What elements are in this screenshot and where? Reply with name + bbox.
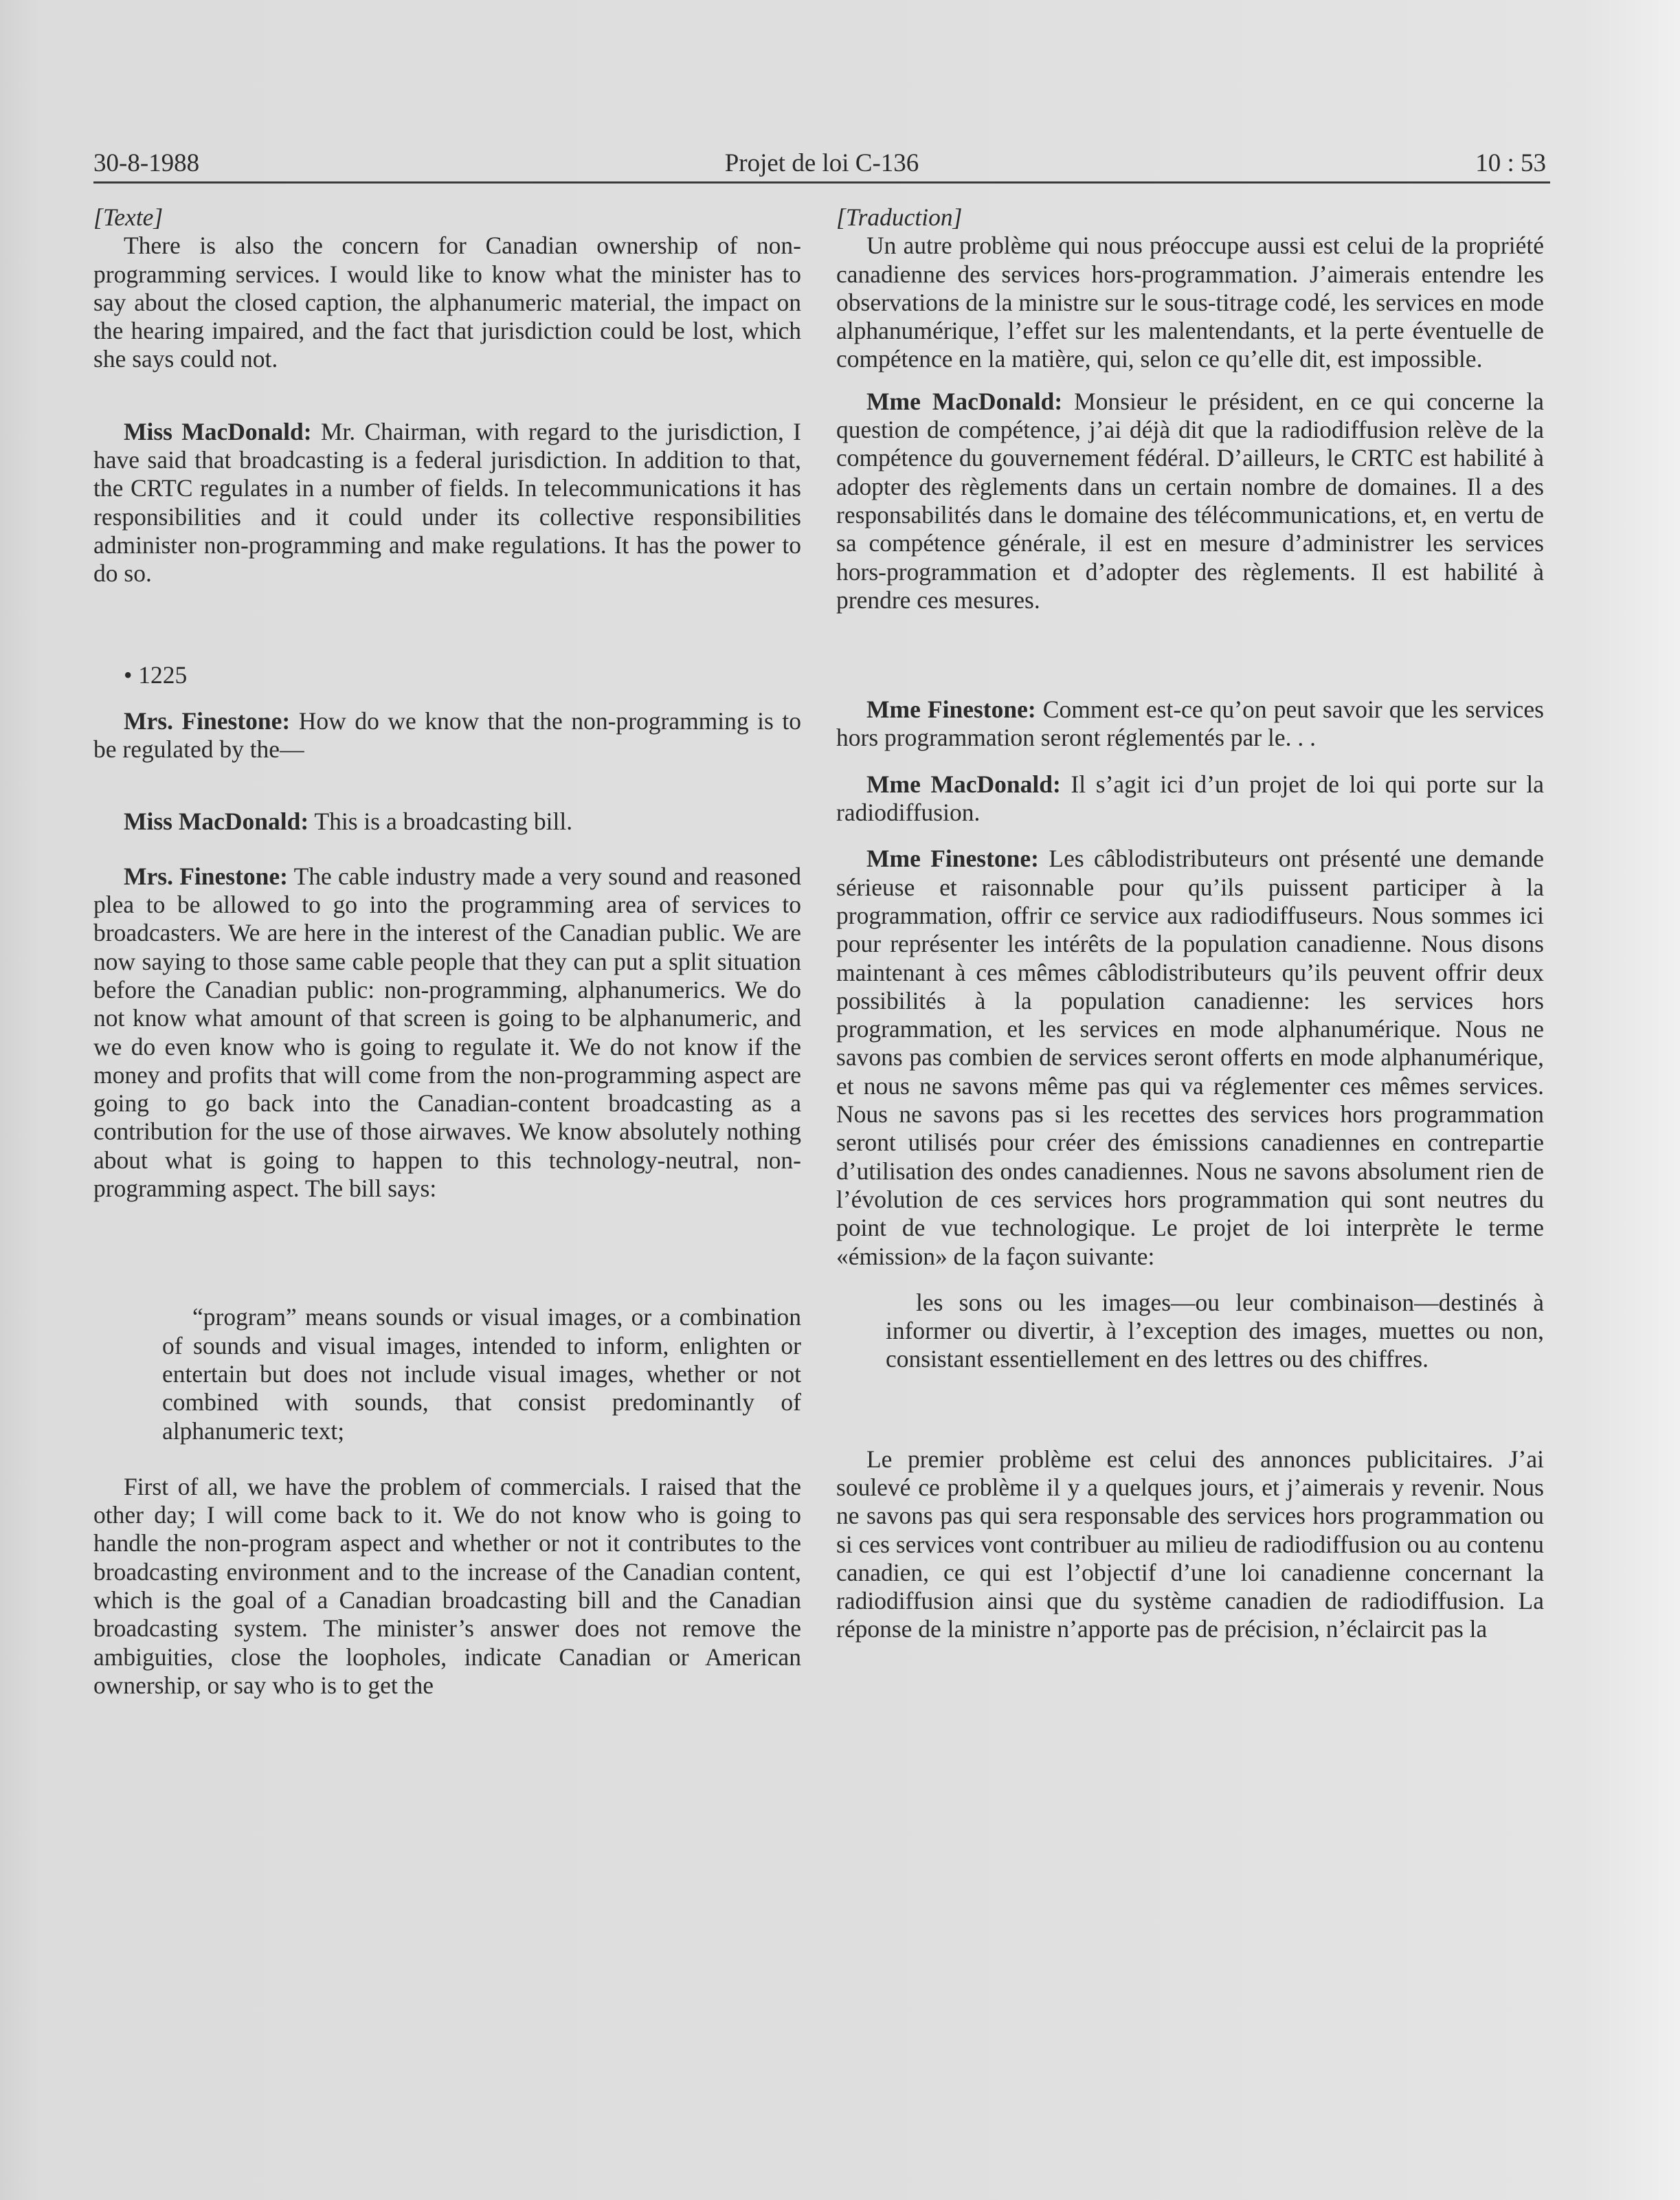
speech-text: Mr. Chairman, with regard to the jurisdiction, I have said that broadcasting is a federal jurisdiction. In addition to that, the CRTC regulates in a number of fields. In telecommunications it has responsibilities and it could under its collective responsibilities administer non-programming and make regulations. It has the power to do so.	[93, 417, 802, 588]
paragraph-finestone-cable-fr	[836, 845, 1544, 1270]
paragraph-commercials-fr: Le premier problème est celui des annonces publicitaires. J’ai soulevé ce problème il y a quelques jours, et j’aimerais y revenir. Nous ne savons pas qui sera responsable des services hors programmation ou si ces services vont contribuer au milieu de radiodiffusion ou au contenu canadien, ce qui est l’objectif d’une loi canadienne concernant la radiodiffusion ainsi que du système canadien de radiodiffusion. La réponse de la ministre n’apporte pas de précision, n’éclaircit pas la	[836, 1445, 1544, 1643]
speech-text: Il s’agit ici d’un projet de loi qui porte sur la radiodiffusion.	[836, 770, 1544, 827]
speech-text: Comment est-ce qu’on peut savoir que les services hors programmation seront réglementés par le. . .	[836, 696, 1544, 752]
speaker-name: Miss MacDonald:	[124, 808, 309, 836]
speech-text: The cable industry made a very sound and reasoned plea to be allowed to go into the programming area of services to broadcasters. We are here in the interest of the Canadian public. We are now saying to those same cable people that they can put a split situation before the Canadian public: non-programming, alphanumerics. We do not know what amount of that screen is going to be alphanumeric, and we do even know who is going to regulate it. We do not know if the money and profits that will come from the non-programming aspect are going to go back into the Canadian-content broadcasting as a contribution for the use of those airwaves. We know absolutely nothing about what is going to happen to this technology-neutral, non-programming aspect. The bill says:	[93, 862, 801, 1203]
paragraph-macdonald-jurisdiction-fr	[836, 388, 1544, 614]
header-title: Projet de loi C-136	[724, 149, 919, 177]
speaker-name: Mrs. Finestone:	[124, 707, 291, 735]
paragraph-commercials: First of all, we have the problem of commercials. I raised that the other day; I will come back to it. We do not know who is going to handle the non-program aspect and whether or not it contributes to the broadcasting environment and to the increase of the Canadian content, which is the goal of a Canadian broadcasting bill and the Canadian broadcasting system. The minister’s answer does not remove the ambiguities, close the loopholes, indicate Canadian or American ownership, or say who is to get the	[93, 1472, 801, 1699]
speaker-name: Mme MacDonald:	[866, 387, 1063, 415]
page-header	[93, 143, 1550, 184]
paragraph-macdonald-bill-fr	[836, 770, 1544, 827]
speech-text: Monsieur le président, en ce qui concerne la question de compétence, j’ai déjà dit que la radiodiffusion relève de la compétence du gouvernement fédéral. D’ailleurs, le CRTC est habilité à adopter des règlements dans un certain nombre de domaines. Il a des responsabilités dans le domaine des télécommunications, et, en vertu de sa compétence générale, il est en mesure d’administrer les services hors-programmation et d’adopter des règlements. Il est habilité à prendre ces mesures.	[836, 387, 1544, 614]
paragraph-concern: There is also the concern for Canadian ownership of non-programming services. I would like to know what the minister has to say about the closed caption, the alphanumeric material, the impact on the hearing impaired, and the fact that jurisdiction could be lost, which she says could not.	[93, 232, 801, 373]
speaker-name: Mme Finestone:	[866, 696, 1036, 724]
translation-label: [Traduction]	[836, 203, 963, 231]
speech-text: Les câblodistributeurs ont présenté une demande sérieuse et raisonnable pour qu’ils puissent participer à la programmation, offrir ce service aux radiodiffuseurs. Nous sommes ici pour représenter les intérêts de la population canadienne. Nous disons maintenant à ces mêmes câblodistributeurs qu’ils peuvent offrir deux possibilités à la population canadienne: les services hors programmation, et les services en mode alphanumérique. Nous ne savons pas combien de services seront offerts en mode alphanumérique, et nous ne savons même pas qui va réglementer ces mêmes services. Nous ne savons pas si les recettes des services hors programmation seront utilisés pour créer des émissions canadiennes en contrepartie d’utilisation des ondes canadiennes. Nous ne savons absolument rien de l’évolution de ces services hors programmation qui sont neutres du point de vue technologique. Le projet de loi interprète le terme «émission» de la façon suivante:	[836, 845, 1545, 1270]
speech-text: This is a broadcasting bill.	[309, 808, 573, 836]
paragraph-macdonald-jurisdiction	[93, 418, 801, 588]
paragraph-finestone-question	[93, 707, 801, 764]
speaker-name: Mrs. Finestone:	[124, 862, 288, 890]
french-column	[836, 203, 1544, 1644]
timestamp: • 1225	[124, 660, 188, 689]
bill-quote-fr: les sons ou les images—ou leur combinaison—destinés à informer ou divertir, à l’exception des images, muettes ou non, consistant essentiellement en des lettres ou des chiffres.	[886, 1288, 1544, 1373]
speaker-name: Mme Finestone:	[866, 845, 1039, 873]
english-column	[93, 203, 801, 1700]
bill-quote: “program” means sounds or visual images, or a combination of sounds and visual images, intended to inform, enlighten or entertain but does not include visual images, whether or not combined with sounds, that consist predominantly of alphanumeric text;	[162, 1303, 801, 1445]
paragraph-finestone-cable	[93, 863, 801, 1203]
paragraph-finestone-question-fr	[836, 696, 1544, 753]
header-page-number: 10 : 53	[1475, 149, 1546, 177]
speech-text: How do we know that the non-programming is to be regulated by the—	[93, 707, 801, 764]
text-label: [Texte]	[93, 203, 164, 231]
speaker-name: Mme MacDonald:	[866, 770, 1061, 798]
paragraph-concern-fr: Un autre problème qui nous préoccupe aussi est celui de la propriété canadienne des services hors-programmation. J’aimerais entendre les observations de la ministre sur le sous-titrage codé, les services en mode alphanumérique, l’effet sur les malentendants, et la perte éventuelle de compétence en la matière, qui, selon ce qu’elle dit, est impossible.	[836, 232, 1544, 373]
paragraph-macdonald-bill	[93, 808, 801, 836]
speaker-name: Miss MacDonald:	[124, 417, 312, 445]
header-date: 30-8-1988	[93, 149, 200, 177]
